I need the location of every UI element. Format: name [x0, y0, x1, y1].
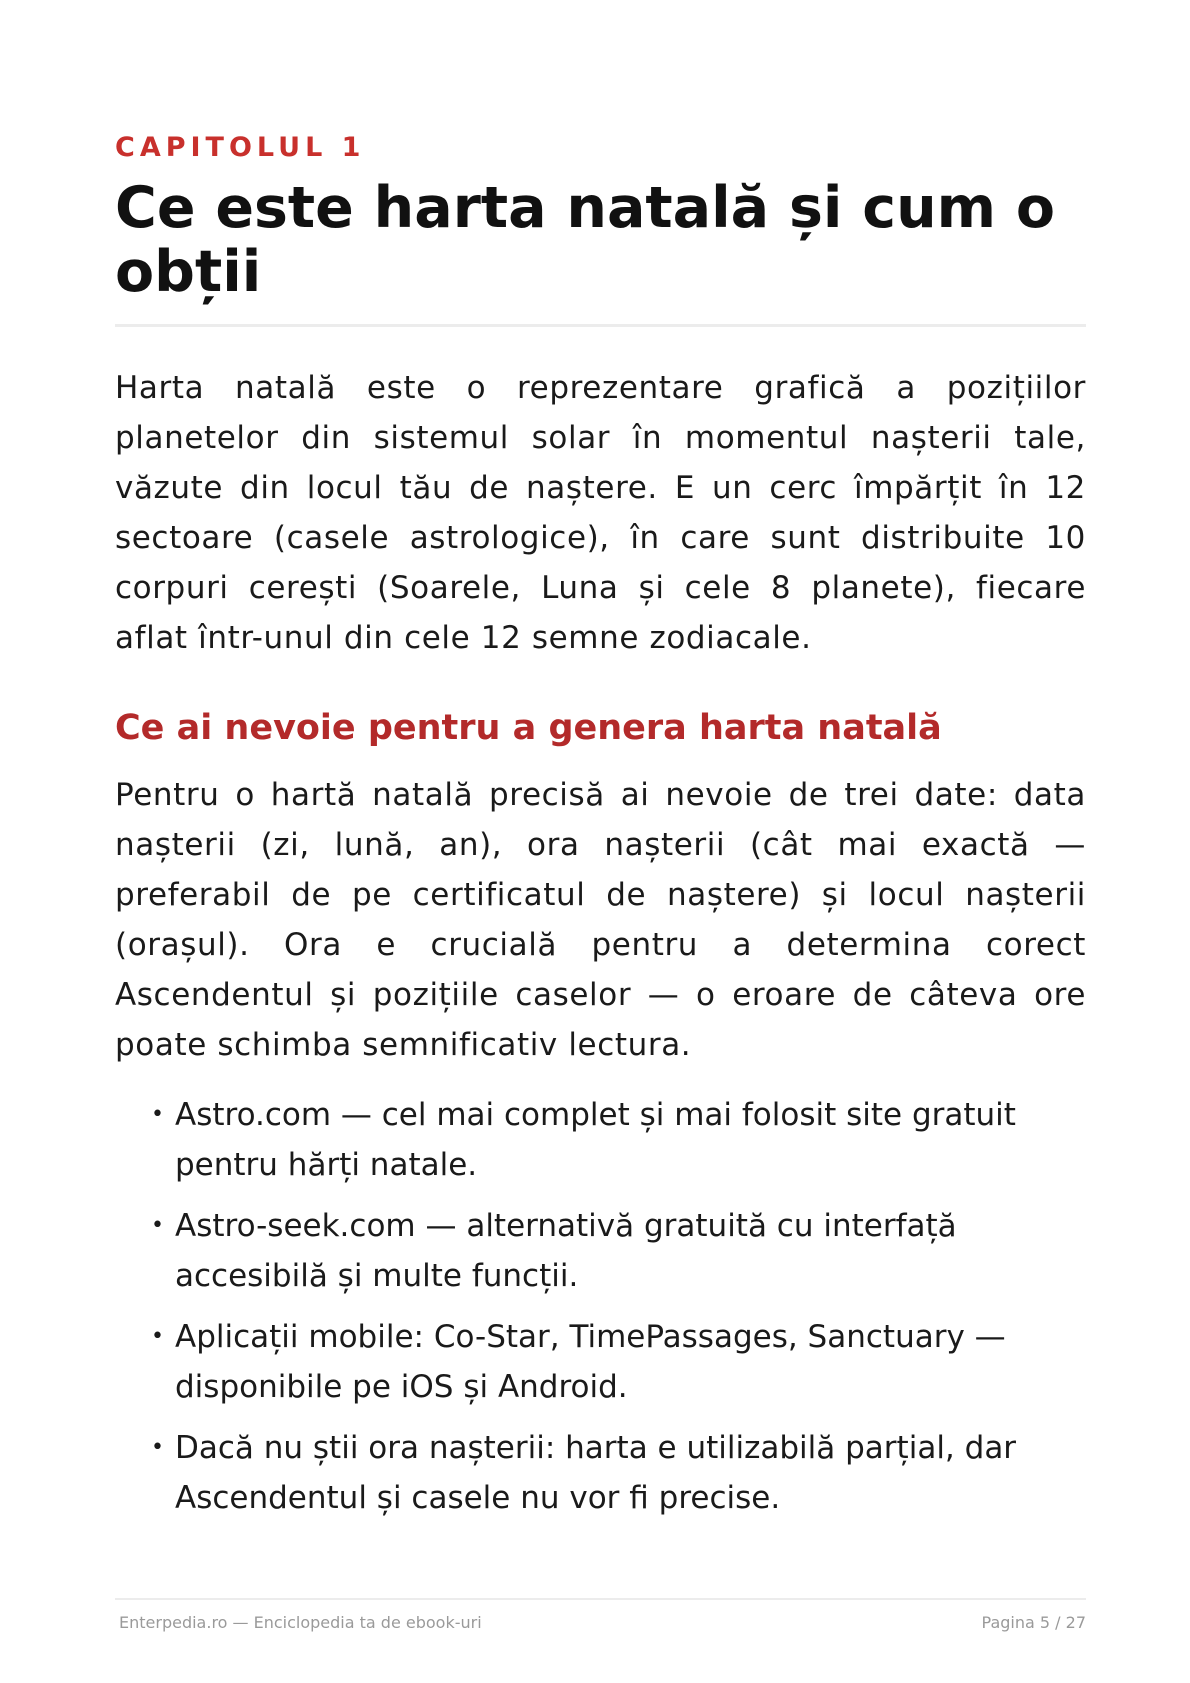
footer-divider: [115, 1598, 1086, 1600]
list-item: [151, 1423, 1045, 1523]
footer-page-number: Pagina 5 / 27: [981, 1613, 1086, 1632]
title-divider: [115, 324, 1086, 327]
section-paragraph: Pentru o hartă natală precisă ai nevoie de trei date: data nașterii (zi, lună, an), ora nașterii (cât mai exactă — preferabil de pe certificatul de naștere) și locul nașterii (orașul). Ora e crucială pentru a determina corect Ascendentul și pozițiile caselor — o eroare de câteva ore poate schimba semnificativ lectura.: [115, 777, 1086, 1063]
chapter-label: CAPITOLUL 1: [115, 132, 366, 163]
list-item: [151, 1201, 1045, 1301]
bullet-icon: •: [151, 1102, 164, 1127]
section-heading: Ce ai nevoie pentru a genera harta natală: [115, 708, 942, 748]
list-item-text: Dacă nu știi ora nașterii: harta e utilizabilă parțial, dar Ascendentul și casele nu vor fi precise.: [175, 1430, 1017, 1516]
list-item: [151, 1090, 1045, 1190]
list-item: [151, 1312, 1045, 1412]
footer-site-name: Enterpedia.ro — Enciclopedia ta de ebook-uri: [119, 1613, 482, 1632]
list-item-text: Aplicații mobile: Co-Star, TimePassages, Sanctuary — disponibile pe iOS și Android.: [175, 1319, 1006, 1405]
list-item-text: Astro-seek.com — alternativă gratuită cu interfață accesibilă și multe funcții.: [175, 1208, 957, 1294]
resource-list: [151, 1090, 1086, 1534]
intro-paragraph: Harta natală este o reprezentare grafică a pozițiilor planetelor din sistemul solar în momentul nașterii tale, văzute din locul tău de naștere. E un cerc împărțit în 12 sectoare (casele astrologice), în care sunt distribuite 10 corpuri cerești (Soarele, Luna și cele 8 planete), fiecare aflat într-unul din cele 12 semne zodiacale.: [115, 370, 1086, 656]
bullet-icon: •: [151, 1324, 164, 1349]
bullet-icon: •: [151, 1435, 164, 1460]
bullet-icon: •: [151, 1213, 164, 1238]
document-page: [115, 0, 1086, 1683]
page-title: Ce este harta natală și cum o obții: [115, 175, 1056, 305]
list-item-text: Astro.com — cel mai complet și mai folosit site gratuit pentru hărți natale.: [175, 1097, 1016, 1183]
